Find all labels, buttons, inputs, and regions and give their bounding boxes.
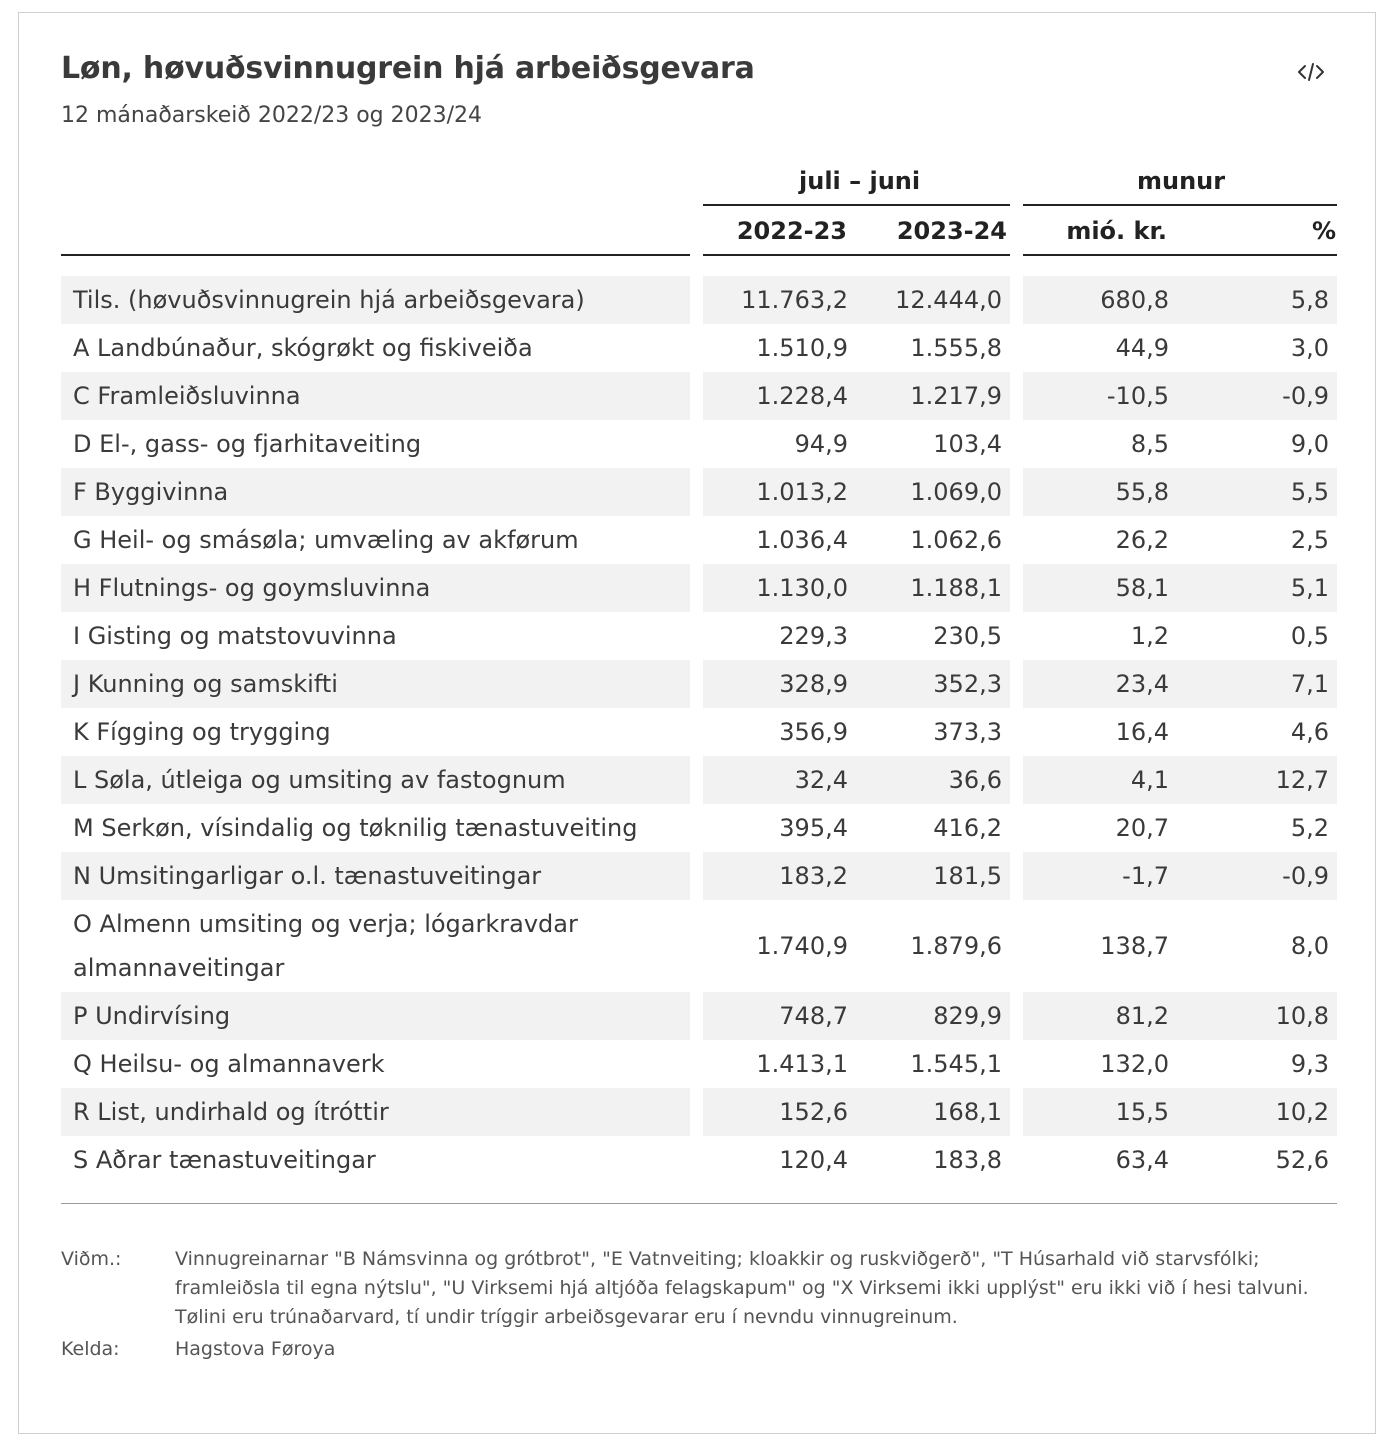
value-2022-23: 1.228,4	[756, 382, 848, 410]
row-period-cells	[703, 900, 1010, 992]
value-2022-23: 1.510,9	[756, 334, 848, 362]
row-label: J Kunning og samskifti	[73, 670, 338, 698]
value-2023-24: 1.555,8	[910, 334, 1002, 362]
value-diff-percent: 4,6	[1290, 718, 1329, 746]
row-period-cells	[703, 1088, 1010, 1136]
header-group-period-rule	[703, 204, 1010, 206]
table-bottom-rule	[61, 1203, 1337, 1204]
value-diff-mio-kr: 15,5	[1115, 1098, 1169, 1126]
value-2023-24: 1.545,1	[910, 1050, 1002, 1078]
table-row	[61, 756, 1337, 804]
row-period-cells	[703, 468, 1010, 516]
row-difference-cells	[1023, 1088, 1337, 1136]
row-label: P Undirvísing	[73, 1002, 231, 1030]
row-period-cells	[703, 992, 1010, 1040]
value-2023-24: 36,6	[948, 766, 1002, 794]
value-2023-24: 1.188,1	[910, 574, 1002, 602]
row-period-cells	[703, 612, 1010, 660]
table-row	[61, 516, 1337, 564]
value-2023-24: 829,9	[933, 1002, 1002, 1030]
row-label-cell	[61, 420, 690, 468]
value-diff-percent: 9,3	[1290, 1050, 1329, 1078]
row-label: Tils. (høvuðsvinnugrein hjá arbeiðsgevara)	[73, 286, 585, 314]
value-2023-24: 181,5	[933, 862, 1002, 890]
row-difference-cells	[1023, 708, 1337, 756]
value-diff-mio-kr: 4,1	[1130, 766, 1169, 794]
table-row	[61, 612, 1337, 660]
row-difference-cells	[1023, 516, 1337, 564]
row-period-cells	[703, 708, 1010, 756]
row-label-cell	[61, 900, 690, 992]
value-2022-23: 11.763,2	[741, 286, 848, 314]
row-difference-cells	[1023, 756, 1337, 804]
row-label: L Søla, útleiga og umsiting av fastognum	[73, 766, 566, 794]
value-2023-24: 373,3	[933, 718, 1002, 746]
row-period-cells	[703, 516, 1010, 564]
header-rule-label	[61, 254, 690, 256]
row-label: O Almenn umsiting og verja; lógarkravdar almannaveitingar	[73, 910, 578, 982]
value-diff-percent: 5,1	[1290, 574, 1329, 602]
header-group-difference-rule	[1023, 204, 1337, 206]
row-difference-cells	[1023, 276, 1337, 324]
row-label: S Aðrar tænastuveitingar	[73, 1146, 376, 1174]
row-difference-cells	[1023, 660, 1337, 708]
row-difference-cells	[1023, 372, 1337, 420]
table-row	[61, 420, 1337, 468]
row-difference-cells	[1023, 612, 1337, 660]
table-row	[61, 324, 1337, 372]
row-label-cell	[61, 756, 690, 804]
value-2022-23: 356,9	[779, 718, 848, 746]
row-label: I Gisting og matstovuvinna	[73, 622, 397, 650]
value-diff-mio-kr: 680,8	[1100, 286, 1169, 314]
value-2023-24: 103,4	[933, 430, 1002, 458]
row-label-cell	[61, 324, 690, 372]
value-diff-mio-kr: -1,7	[1122, 862, 1169, 890]
row-period-cells	[703, 420, 1010, 468]
row-label: D El-, gass- og fjarhitaveiting	[73, 430, 422, 458]
value-diff-percent: 10,2	[1275, 1098, 1329, 1126]
value-diff-percent: 3,0	[1290, 334, 1329, 362]
value-diff-percent: 12,7	[1275, 766, 1329, 794]
row-period-cells	[703, 756, 1010, 804]
value-2023-24: 230,5	[933, 622, 1002, 650]
value-2022-23: 152,6	[779, 1098, 848, 1126]
row-label-cell	[61, 372, 690, 420]
value-2023-24: 1.062,6	[910, 526, 1002, 554]
row-difference-cells	[1023, 324, 1337, 372]
value-diff-mio-kr: 138,7	[1100, 932, 1169, 960]
header-rule-difference	[1023, 254, 1337, 256]
row-period-cells	[703, 276, 1010, 324]
value-diff-mio-kr: 63,4	[1115, 1146, 1169, 1174]
header-col-mio-kr: mió. kr.	[1066, 217, 1167, 245]
header-rule-period	[703, 254, 1010, 256]
row-period-cells	[703, 660, 1010, 708]
value-2022-23: 1.013,2	[756, 478, 848, 506]
value-diff-mio-kr: 55,8	[1115, 478, 1169, 506]
header-col-2023-24: 2023-24	[896, 217, 1007, 245]
table-card	[18, 12, 1376, 1434]
value-2022-23: 94,9	[794, 430, 848, 458]
table-row	[61, 804, 1337, 852]
value-diff-mio-kr: 58,1	[1115, 574, 1169, 602]
table-row	[61, 660, 1337, 708]
table-row	[61, 276, 1337, 324]
row-period-cells	[703, 1136, 1010, 1184]
row-label: C Framleiðsluvinna	[73, 382, 301, 410]
source-text: Hagstova Føroya	[175, 1338, 336, 1360]
row-period-cells	[703, 372, 1010, 420]
table-row	[61, 1040, 1337, 1088]
embed-code-icon[interactable]	[1291, 57, 1331, 87]
row-label-cell	[61, 516, 690, 564]
value-diff-percent: 7,1	[1290, 670, 1329, 698]
value-diff-mio-kr: 44,9	[1115, 334, 1169, 362]
table-row	[61, 564, 1337, 612]
row-label: K Fígging og trygging	[73, 718, 331, 746]
row-label-cell	[61, 804, 690, 852]
value-diff-mio-kr: 8,5	[1130, 430, 1169, 458]
source-label: Kelda:	[61, 1338, 120, 1360]
row-label: F Byggivinna	[73, 478, 229, 506]
row-label: Q Heilsu- og almannaverk	[73, 1050, 385, 1078]
value-diff-mio-kr: 1,2	[1130, 622, 1169, 650]
value-2023-24: 1.069,0	[910, 478, 1002, 506]
value-2022-23: 1.413,1	[756, 1050, 848, 1078]
value-diff-percent: 8,0	[1290, 932, 1329, 960]
value-diff-mio-kr: 23,4	[1115, 670, 1169, 698]
row-label: M Serkøn, vísindalig og tøknilig tænastuveiting	[73, 814, 638, 842]
value-diff-percent: 52,6	[1275, 1146, 1329, 1174]
row-label: H Flutnings- og goymsluvinna	[73, 574, 431, 602]
value-2022-23: 395,4	[779, 814, 848, 842]
value-diff-mio-kr: 20,7	[1115, 814, 1169, 842]
value-diff-percent: 5,5	[1290, 478, 1329, 506]
value-diff-percent: -0,9	[1282, 382, 1329, 410]
value-2022-23: 183,2	[779, 862, 848, 890]
value-2023-24: 183,8	[933, 1146, 1002, 1174]
row-period-cells	[703, 324, 1010, 372]
note-text: Vinnugreinarnar "B Námsvinna og grótbrot", "E Vatnveiting; kloakkir og ruskviðgerð", "T Húsarhald við starvsfólki; framleiðsla til egna nýtslu", "U Virksemi hjá altjóða felagskapum" og "X Virksemi ikki upplýst" eru ikki við í hesi talvuni. Tølini eru trúnaðarvard, tí undir tríggir arbeiðsgevarar eru í nevndu vinnugreinum.	[175, 1248, 1309, 1328]
row-difference-cells	[1023, 804, 1337, 852]
row-difference-cells	[1023, 1136, 1337, 1184]
row-label: A Landbúnaður, skógrøkt og fiskiveiða	[73, 334, 533, 362]
row-difference-cells	[1023, 852, 1337, 900]
row-period-cells	[703, 852, 1010, 900]
value-2023-24: 12.444,0	[895, 286, 1002, 314]
table-row	[61, 852, 1337, 900]
value-diff-percent: 9,0	[1290, 430, 1329, 458]
table-row	[61, 900, 1337, 992]
row-difference-cells	[1023, 992, 1337, 1040]
value-diff-percent: 0,5	[1290, 622, 1329, 650]
row-difference-cells	[1023, 468, 1337, 516]
value-2022-23: 32,4	[794, 766, 848, 794]
row-label: G Heil- og smásøla; umvæling av akførum	[73, 526, 579, 554]
value-diff-percent: 10,8	[1275, 1002, 1329, 1030]
value-2023-24: 1.879,6	[910, 932, 1002, 960]
value-2023-24: 352,3	[933, 670, 1002, 698]
row-label: N Umsitingarligar o.l. tænastuveitingar	[73, 862, 542, 890]
row-difference-cells	[1023, 1040, 1337, 1088]
row-label-cell	[61, 708, 690, 756]
row-period-cells	[703, 564, 1010, 612]
row-label: R List, undirhald og ítróttir	[73, 1098, 389, 1126]
row-label-cell	[61, 852, 690, 900]
value-2023-24: 168,1	[933, 1098, 1002, 1126]
value-diff-percent: -0,9	[1282, 862, 1329, 890]
row-label-cell	[61, 992, 690, 1040]
table-row	[61, 992, 1337, 1040]
value-2022-23: 120,4	[779, 1146, 848, 1174]
note-label: Viðm.:	[61, 1248, 122, 1270]
row-label-cell	[61, 612, 690, 660]
header-col-percent: %	[1311, 217, 1336, 245]
row-difference-cells	[1023, 564, 1337, 612]
value-2022-23: 1.740,9	[756, 932, 848, 960]
row-period-cells	[703, 804, 1010, 852]
row-label-cell	[61, 564, 690, 612]
page-title: Løn, høvuðsvinnugrein hjá arbeiðsgevara	[61, 51, 755, 86]
value-diff-mio-kr: 16,4	[1115, 718, 1169, 746]
header-group-difference: munur	[1137, 167, 1226, 195]
value-diff-percent: 5,2	[1290, 814, 1329, 842]
value-diff-mio-kr: 81,2	[1115, 1002, 1169, 1030]
table-row	[61, 1088, 1337, 1136]
value-diff-mio-kr: 26,2	[1115, 526, 1169, 554]
row-label-cell	[61, 468, 690, 516]
value-2022-23: 748,7	[779, 1002, 848, 1030]
value-diff-mio-kr: 132,0	[1100, 1050, 1169, 1078]
value-diff-percent: 5,8	[1290, 286, 1329, 314]
page-subtitle: 12 mánaðarskeið 2022/23 og 2023/24	[61, 103, 483, 128]
table-row	[61, 1136, 1337, 1184]
value-2022-23: 229,3	[779, 622, 848, 650]
value-diff-mio-kr: -10,5	[1106, 382, 1169, 410]
value-2022-23: 1.036,4	[756, 526, 848, 554]
row-label-cell	[61, 1040, 690, 1088]
row-label-cell	[61, 276, 690, 324]
row-period-cells	[703, 1040, 1010, 1088]
value-2023-24: 416,2	[933, 814, 1002, 842]
row-difference-cells	[1023, 420, 1337, 468]
row-label-cell	[61, 660, 690, 708]
value-diff-percent: 2,5	[1290, 526, 1329, 554]
header-group-period: juli – juni	[799, 167, 921, 195]
header-col-2022-23: 2022-23	[736, 217, 847, 245]
table-row	[61, 468, 1337, 516]
row-label-cell	[61, 1136, 690, 1184]
table-row	[61, 708, 1337, 756]
row-label-cell	[61, 1088, 690, 1136]
table-row	[61, 372, 1337, 420]
value-2022-23: 328,9	[779, 670, 848, 698]
value-2022-23: 1.130,0	[756, 574, 848, 602]
value-2023-24: 1.217,9	[910, 382, 1002, 410]
row-difference-cells	[1023, 900, 1337, 992]
